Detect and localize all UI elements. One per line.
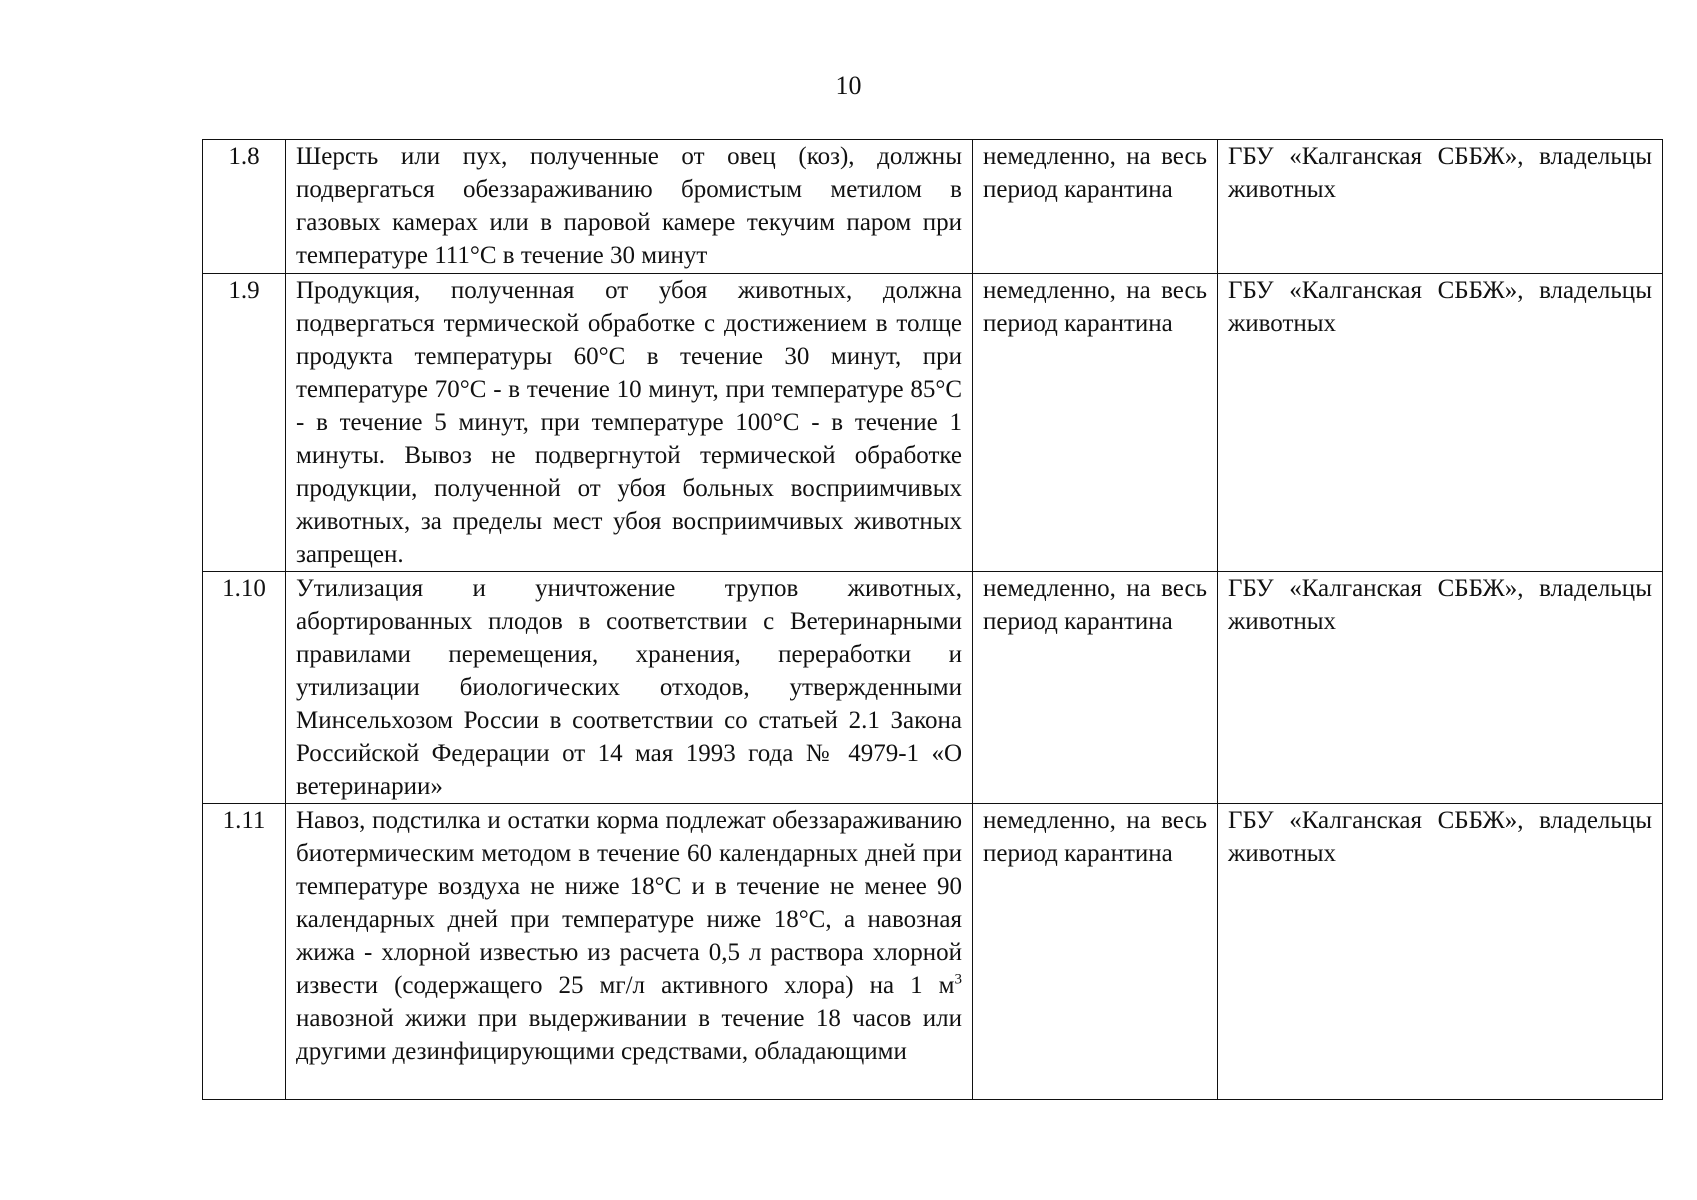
measure-responsible: ГБУ «Калганская СББЖ», владельцы животных [1218,572,1663,804]
measure-term: немедленно, на весь период карантина [973,274,1218,572]
measure-description [286,804,973,1100]
measure-responsible: ГБУ «Калганская СББЖ», владельцы животных [1218,140,1663,274]
measure-description-text [296,804,962,1068]
measure-description: Шерсть или пух, полученные от овец (коз), должны подвергаться обеззараживанию бромистым метилом в газовых камерах или в паровой камере текучим паром при температуре 111°С в течение 30 минут [286,140,973,274]
table-row [203,804,1663,1100]
measure-term: немедленно, на весь период карантина [973,140,1218,274]
row-number: 1.9 [203,274,286,572]
measures-table [202,139,1663,1100]
description-part: навозной жижи при выдерживании в течение 18 часов или другими дезинфицирующими средствами, обладающими [296,1005,962,1065]
page-number: 10 [835,71,862,100]
measure-term: немедленно, на весь период карантина [973,804,1218,1100]
cubic-superscript: 3 [954,971,962,988]
measure-description: Продукция, полученная от убоя животных, должна подвергаться термической обработке с достижением в толще продукта температуры 60°С в течение 30 минут, при температуре 70°С - в течение 10 минут, при температуре 85°С - в течение 5 минут, при температуре 100°С - в течение 1 минуты. Вывоз не подвергнутой термической обработке продукции, полученной от убоя больных восприимчивых животных, за пределы мест убоя восприимчивых животных запрещен. [286,274,973,572]
row-number: 1.8 [203,140,286,274]
row-number: 1.11 [203,804,286,1100]
description-part: Навоз, подстилка и остатки корма подлежат обеззараживанию биотермическим методом в течение 60 календарных дней при температуре воздуха не ниже 18°С и в течение не менее 90 календарных дней при температуре ниже 18°С, а навозная жижа - хлорной известью из расчета 0,5 л раствора хлорной извести (содержащего 25 мг/л активного хлора) на 1 м [296,807,962,999]
row-number: 1.10 [203,572,286,804]
measure-term: немедленно, на весь период карантина [973,572,1218,804]
measure-responsible: ГБУ «Калганская СББЖ», владельцы животных [1218,804,1663,1100]
table-row [203,274,1663,572]
table-row [203,140,1663,274]
table-row [203,572,1663,804]
measure-description: Утилизация и уничтожение трупов животных, абортированных плодов в соответствии с Ветеринарными правилами перемещения, хранения, переработки и утилизации биологических отходов, утвержденными Минсельхозом России в соответствии со статьей 2.1 Закона Российской Федерации от 14 мая 1993 года № 4979-1 «О ветеринарии» [286,572,973,804]
measure-responsible: ГБУ «Калганская СББЖ», владельцы животных [1218,274,1663,572]
